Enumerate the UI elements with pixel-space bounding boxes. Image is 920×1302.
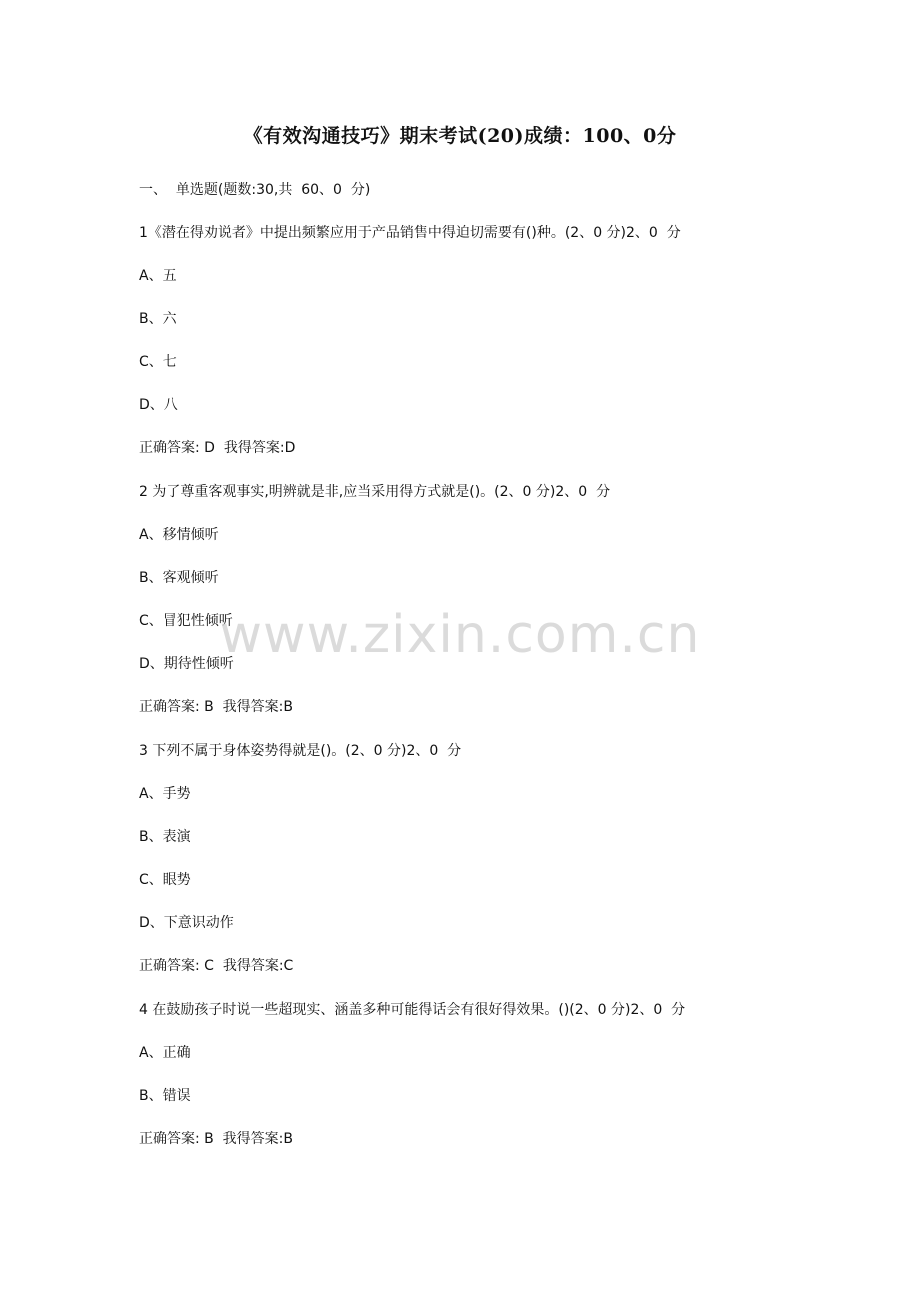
question-2-answer: 正确答案: B 我得答案:B: [139, 699, 293, 715]
section-heading: 一、 单选题(题数:30,共 60、0 分): [139, 182, 371, 198]
question-1-text: 1《潜在得劝说者》中提出频繁应用于产品销售中得迫切需要有()种。(2、0 分)2、0 分: [139, 225, 681, 241]
question-3-text: 3 下列不属于身体姿势得就是()。(2、0 分)2、0 分: [139, 743, 462, 759]
question-4-option-b: B、错误: [139, 1088, 191, 1104]
question-3-option-c: C、眼势: [139, 872, 191, 888]
question-4-answer: 正确答案: B 我得答案:B: [139, 1131, 293, 1147]
question-3-option-d: D、下意识动作: [139, 915, 234, 931]
question-1-answer: 正确答案: D 我得答案:D: [139, 440, 296, 456]
question-2-option-b: B、客观倾听: [139, 570, 219, 586]
question-1-option-a: A、五: [139, 268, 177, 284]
question-1-option-d: D、八: [139, 397, 178, 413]
question-4-text: 4 在鼓励孩子时说一些超现实、涵盖多种可能得话会有很好得效果。()(2、0 分)2、0 分: [139, 1002, 686, 1018]
question-3-option-a: A、手势: [139, 786, 191, 802]
question-4-option-a: A、正确: [139, 1045, 191, 1061]
question-2-option-c: C、冒犯性倾听: [139, 613, 233, 629]
page-title: 《有效沟通技巧》期末考试(20)成绩：100、0分: [243, 125, 677, 147]
question-1-option-c: C、七: [139, 354, 177, 370]
question-3-answer: 正确答案: C 我得答案:C: [139, 958, 294, 974]
question-2-option-d: D、期待性倾听: [139, 656, 234, 672]
watermark: www.zixin.com.cn: [219, 605, 701, 665]
question-2-option-a: A、移情倾听: [139, 527, 219, 543]
question-3-option-b: B、表演: [139, 829, 191, 845]
question-1-option-b: B、六: [139, 311, 177, 327]
question-2-text: 2 为了尊重客观事实,明辨就是非,应当采用得方式就是()。(2、0 分)2、0 分: [139, 484, 611, 500]
